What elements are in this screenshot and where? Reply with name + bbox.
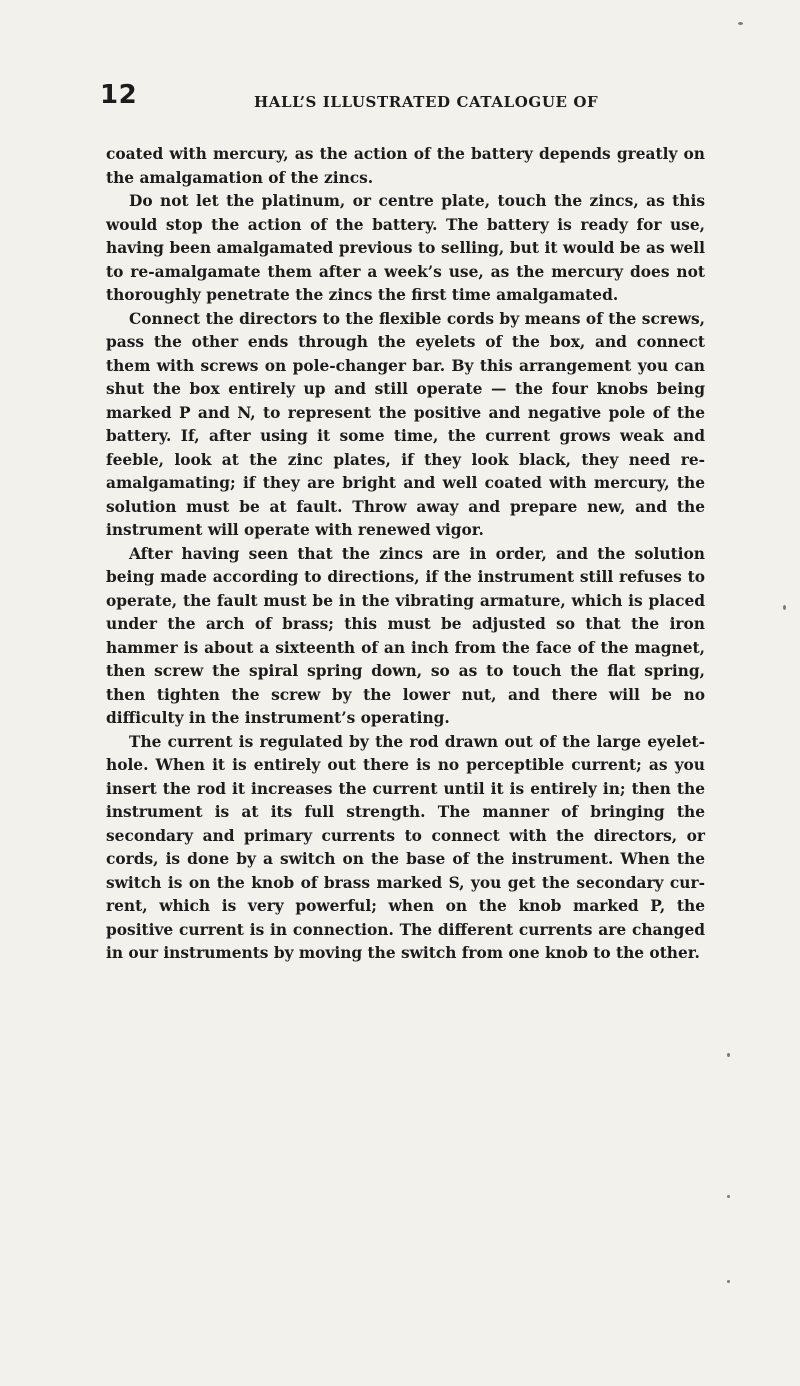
scan-speck — [738, 22, 743, 25]
scan-speck — [727, 1053, 730, 1057]
page-number: 12 — [100, 80, 138, 110]
paragraph-current-regulation: The current is regulated by the rod drawn out of the large eyelet-hole. When it is entirely out there is no perceptible current; as you insert the rod it increases the current until it is entirely in; then the instrument is at its full strength. The manner of bringing the secondary and primary currents to connect with the directors, or cords, is done by a switch on the base of the instrument. When the switch is on the knob of brass marked S, you get the secondary current, which is very powerful; when on the knob marked P, the positive current is in connection. The different currents are changed in our instruments by moving the switch from one knob to the other. — [106, 732, 705, 962]
paragraph-vibrating-armature: After having seen that the zincs are in order, and the solution being made according to directions, if the instrument still refuses to operate, the fault must be in the vibrating armature, which is placed under the arch of brass; this must be adjusted so that the iron hammer is about a sixteenth of an inch from the face of the magnet, then screw the spiral spring down, so as to touch the flat spring, then tighten the screw by the lower nut, and there will be no difficulty in the instrument’s operating. — [106, 544, 705, 727]
body-text — [106, 143, 705, 966]
scan-speck — [727, 1280, 730, 1283]
scan-speck — [727, 1195, 730, 1198]
paragraph-platinum-warning: Do not let the platinum, or centre plate, touch the zincs, as this would stop the action of the battery. The battery is ready for use, having been amalgamated previous to selling, but it would be as well to re-amalgamate them after a week’s use, as the mercury does not thoroughly penetrate the zincs the first time amalgamated. — [106, 192, 705, 304]
paragraph-continuation: coated with mercury, as the action of the battery depends greatly on the amalgamation of the zincs. — [106, 145, 705, 187]
scan-speck — [783, 605, 786, 610]
page-header — [100, 80, 710, 118]
paragraph-connect-directors: Connect the directors to the flexible cords by means of the screws, pass the other ends through the eyelets of the box, and connect them with screws on pole-changer bar. By this arrangement you can shut the box entirely up and still operate — the four knobs being marked P and N, to represent the positive and negative pole of the battery. If, after using it some time, the current grows weak and feeble, look at the zinc plates, if they look black, they need re-amalgamating; if they are bright and well coated with mercury, the solution must be at fault. Throw away and prepare new, and the instrument will operate with renewed vigor. — [106, 309, 705, 539]
running-head: HALL’S ILLUSTRATED CATALOGUE OF — [254, 93, 599, 111]
